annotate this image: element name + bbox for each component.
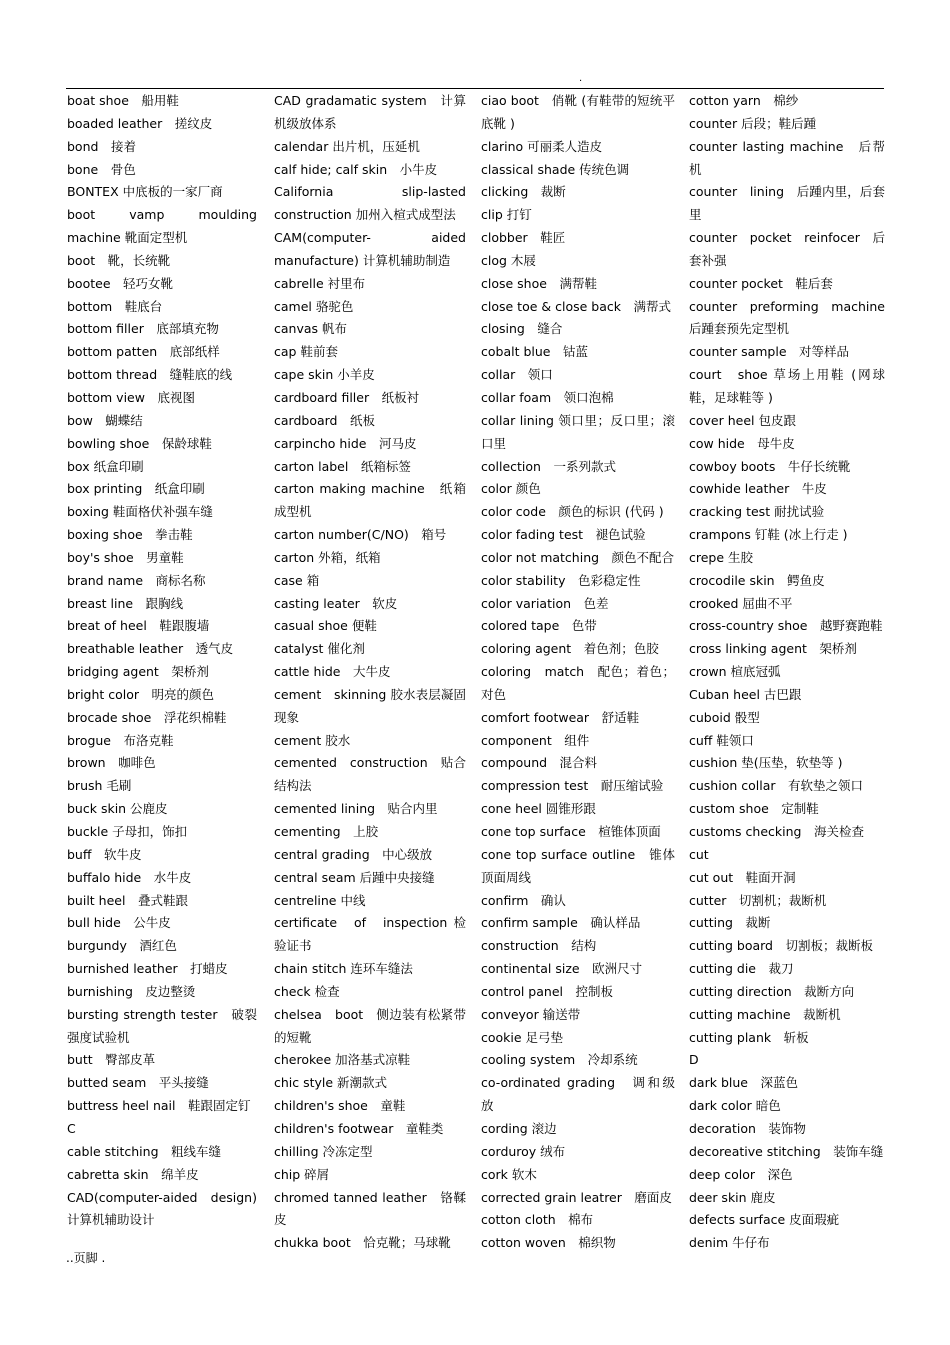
- glossary-entry: cardboard 纸板: [274, 412, 375, 428]
- glossary-entry: cushion collar 有软垫之领口: [689, 778, 864, 794]
- glossary-entry: color code 颜色的标识 (代码 ): [481, 504, 664, 520]
- glossary-entry: bottom filler 底部填充物: [67, 321, 219, 337]
- glossary-entry: custom shoe 定制鞋: [689, 801, 819, 817]
- glossary-entry: court shoe 草场上用鞋 (网球鞋，足球鞋等 ): [689, 367, 885, 405]
- glossary-entry: colored tape 色带: [481, 618, 597, 634]
- glossary-entry: collar foam 领口泡棉: [481, 389, 614, 405]
- glossary-entry: cording 滚边: [481, 1120, 557, 1136]
- glossary-entry: cement 胶水: [274, 732, 351, 748]
- glossary-entry: cape skin 小羊皮: [274, 367, 375, 383]
- glossary-entry: box 纸盒印刷: [67, 458, 144, 474]
- glossary-entry: CAD gradamatic system 计算机级放体系: [274, 93, 466, 131]
- glossary-entry: cowboy boots 牛仔长统靴: [689, 458, 851, 474]
- glossary-entry: clog 木屐: [481, 252, 536, 268]
- glossary-entry: chilling 冷冻定型: [274, 1143, 373, 1159]
- glossary-entry: centreline 中线: [274, 892, 366, 908]
- glossary-entry: bottom 鞋底台: [67, 298, 163, 314]
- glossary-entry: coloring match 配色；着色；对色: [481, 664, 675, 702]
- glossary-entry: control panel 控制板: [481, 983, 613, 999]
- glossary-entry: counter pocket 鞋后套: [689, 275, 833, 291]
- glossary-entry: chelsea boot 侧边装有松紧带的短靴: [274, 1006, 466, 1045]
- glossary-entry: clicking 裁断: [481, 184, 566, 200]
- glossary-entry: deer skin 鹿皮: [689, 1189, 776, 1205]
- glossary-entry: cooling system 冷却系统: [481, 1052, 638, 1068]
- glossary-entry: carton making machine 纸箱成型机: [274, 481, 466, 520]
- glossary-entry: crown 楦底冠弧: [689, 664, 781, 680]
- glossary-entry: cowhide leather 牛皮: [689, 481, 827, 497]
- glossary-entry: brogue 布洛克鞋: [67, 732, 174, 748]
- glossary-entry: cotton woven 棉织物: [481, 1235, 616, 1251]
- glossary-entry: California slip-lasted construction 加州入楦式成型法: [274, 184, 466, 223]
- glossary-entry: cushion 垫(压垫，软垫等 ): [689, 755, 843, 771]
- glossary-entry: confirm sample 确认样品: [481, 915, 641, 931]
- glossary-entry: cookie 足弓垫: [481, 1029, 564, 1045]
- glossary-entry: crooked 屈曲不平: [689, 595, 793, 611]
- glossary-entry: cutting 裁断: [689, 915, 771, 931]
- glossary-entry: cracking test 耐扰试验: [689, 504, 825, 520]
- glossary-entry: children's shoe 童鞋: [274, 1098, 406, 1114]
- glossary-entry: camel 骆驼色: [274, 298, 354, 314]
- glossary-entry: confirm 确认: [481, 892, 566, 908]
- glossary-entry: color stability 色彩稳定性: [481, 572, 641, 588]
- glossary-entry: component 组件: [481, 732, 590, 748]
- glossary-entry: bone 骨色: [67, 161, 136, 177]
- glossary-entry: color not matching 颜色不配合: [481, 549, 675, 565]
- glossary-entry: cabretta skin 绵羊皮: [67, 1166, 199, 1182]
- glossary-entry: closing 缝合: [481, 321, 563, 337]
- glossary-entry: bootee 轻巧女靴: [67, 275, 174, 291]
- glossary-entry: co-ordinated grading 调和级放: [481, 1075, 675, 1114]
- glossary-entry: chic style 新潮款式: [274, 1075, 388, 1091]
- glossary-entry: D: [689, 1052, 699, 1068]
- glossary-entry: collection 一系列款式: [481, 458, 616, 474]
- glossary-entry: boat shoe 船用鞋: [67, 93, 179, 108]
- glossary-entry: boy's shoe 男童鞋: [67, 549, 184, 565]
- glossary-entry: cable stitching 粗线车缝: [67, 1143, 222, 1159]
- glossary-entry: central grading 中心级放: [274, 846, 433, 862]
- glossary-entry: conveyor 输送带: [481, 1006, 581, 1022]
- glossary-entry: carton number(C/NO) 箱号: [274, 527, 447, 543]
- glossary-entry: children's footwear 童鞋类: [274, 1120, 444, 1136]
- glossary-entry: breathable leather 透气皮: [67, 641, 234, 657]
- glossary-entry: clarino 可丽柔人造皮: [481, 138, 603, 154]
- glossary-entry: cow hide 母牛皮: [689, 435, 795, 451]
- glossary-entry: butt 臀部皮革: [67, 1052, 156, 1068]
- glossary-entry: chukka boot 恰克靴；马球靴: [274, 1235, 451, 1251]
- glossary-entry: cone top surface 楦锥体顶面: [481, 824, 661, 839]
- glossary-entry: buttress heel nail 鞋跟固定钉: [67, 1098, 251, 1114]
- glossary-entry: brocade shoe 浮花织棉鞋: [67, 709, 227, 725]
- glossary-entry: close shoe 满帮鞋: [481, 275, 597, 291]
- glossary-entry: counter preforming machine 后踵套预先定型机: [689, 298, 898, 337]
- glossary-entry: close toe & close back 满帮式: [481, 298, 671, 314]
- glossary-entry: crampons 钉鞋 (冰上行走 ): [689, 527, 848, 543]
- glossary-entry: counter pocket reinfocer 后套补强: [689, 230, 885, 268]
- glossary-column-2: [274, 90, 466, 1255]
- glossary-entry: bottom view 底视图: [67, 389, 195, 405]
- glossary-entry: boxing 鞋面格伏补强车缝: [67, 504, 213, 520]
- glossary-entry: cobalt blue 钴蓝: [481, 344, 588, 360]
- glossary-entry: classical shade 传统色调: [481, 161, 630, 177]
- glossary-entry: ciao boot 俏靴 (有鞋带的短统平底靴 ): [481, 93, 675, 131]
- glossary-entry: built heel 叠式鞋跟: [67, 892, 188, 908]
- glossary-entry: cement skinning 胶水表层凝固现象: [274, 686, 466, 725]
- glossary-entry: bursting strength tester 破裂强度试验机: [67, 1006, 257, 1045]
- glossary-entry: dark color 暗色: [689, 1098, 781, 1114]
- glossary-entry: carton 外箱，纸箱: [274, 549, 381, 565]
- glossary-entry: bridging agent 架桥剂: [67, 664, 209, 680]
- glossary-entry: boot vamp moulding machine 靴面定型机: [67, 207, 270, 246]
- glossary-entry: cementing 上胶: [274, 824, 379, 839]
- glossary-entry: cemented lining 贴合内里: [274, 801, 438, 817]
- glossary-entry: construction 结构: [481, 938, 597, 954]
- glossary-entry: calf hide; calf skin 小牛皮: [274, 161, 438, 177]
- page-footer: ..页脚 .: [66, 1251, 106, 1265]
- glossary-entry: clip 打钉: [481, 207, 532, 223]
- glossary-entry: comfort footwear 舒适鞋: [481, 709, 640, 725]
- glossary-entry: cutting direction 裁断方向: [689, 983, 855, 999]
- glossary-entry: CAM(computer- aided manufacture) 计算机辅助制造: [274, 230, 466, 268]
- glossary-entry: carpincho hide 河马皮: [274, 435, 417, 451]
- glossary-entry: breast line 跟胸线: [67, 595, 184, 611]
- glossary-entry: butted seam 平头接缝: [67, 1075, 209, 1091]
- glossary-entry: cone heel 圆锥形跟: [481, 801, 596, 817]
- glossary-entry: bright color 明亮的颜色: [67, 686, 215, 702]
- glossary-entry: casting leater 软皮: [274, 595, 398, 611]
- glossary-entry: BONTEX 中底板的一家厂商: [67, 184, 223, 200]
- glossary-entry: canvas 帆布: [274, 321, 347, 337]
- glossary-entry: crocodile skin 鳄鱼皮: [689, 572, 825, 588]
- glossary-entry: bond 接着: [67, 138, 136, 154]
- glossary-entry: denim 牛仔布: [689, 1235, 770, 1251]
- glossary-entry: CAD(computer-aided design) 计算机辅助设计: [67, 1189, 257, 1228]
- glossary-entry: counter lasting machine 后帮机: [689, 138, 885, 177]
- glossary-entry: cross-country shoe 越野赛跑鞋: [689, 618, 883, 634]
- glossary-entry: calendar 出片机，压延机: [274, 138, 420, 154]
- glossary-entry: bottom patten 底部纸样: [67, 344, 220, 360]
- glossary-entry: bull hide 公牛皮: [67, 915, 171, 931]
- glossary-entry: cover heel 包皮跟: [689, 412, 796, 428]
- glossary-entry: color 颜色: [481, 481, 541, 497]
- glossary-entry: brand name 商标名称: [67, 572, 206, 588]
- glossary-entry: bottom thread 缝鞋底的线: [67, 367, 233, 383]
- glossary-entry: cuboid 骰型: [689, 709, 760, 725]
- glossary-entry: buffalo hide 水牛皮: [67, 869, 192, 885]
- glossary-entry: cross linking agent 架桥剂: [689, 641, 857, 657]
- glossary-entry: cap 鞋前套: [274, 344, 338, 360]
- glossary-entry: coloring agent 着色剂；色胶: [481, 641, 659, 657]
- glossary-entry: cutting die 裁刀: [689, 961, 794, 977]
- glossary-entry: defects surface 皮面瑕疵: [689, 1212, 840, 1228]
- glossary-entry: boaded leather 搓纹皮: [67, 115, 213, 131]
- glossary-entry: color variation 色差: [481, 595, 609, 611]
- glossary-entry: cutter 切割机；裁断机: [689, 892, 827, 908]
- glossary-entry: Cuban heel 古巴跟: [689, 686, 802, 702]
- glossary-entry: clobber 鞋匠: [481, 230, 566, 246]
- glossary-entry: cotton yarn 棉纱: [689, 93, 799, 108]
- glossary-entry: boot 靴，长统靴: [67, 252, 171, 268]
- glossary-entry: buckle 子母扣，饰扣: [67, 824, 188, 839]
- glossary-entry: collar lining 领口里；反口里；滚口里: [481, 412, 675, 451]
- glossary-entry: cuff 鞋领口: [689, 732, 754, 748]
- glossary-entry: cardboard filler 纸板衬: [274, 389, 420, 405]
- glossary-entry: burnished leather 打蜡皮: [67, 961, 228, 977]
- glossary-entry: counter sample 对等样品: [689, 344, 850, 360]
- glossary-entry: corduroy 绒布: [481, 1143, 566, 1159]
- glossary-entry: cherokee 加洛基式凉鞋: [274, 1052, 411, 1068]
- glossary-entry: casual shoe 便鞋: [274, 618, 377, 634]
- glossary-entry: continental size 欧洲尺寸: [481, 961, 643, 977]
- glossary-entry: cemented construction 贴合结构法: [274, 755, 466, 794]
- glossary-entry: decoration 装饰物: [689, 1120, 806, 1136]
- glossary-entry: color fading test 褪色试验: [481, 527, 646, 543]
- glossary-entry: catalyst 催化剂: [274, 641, 365, 657]
- glossary-entry: case 箱: [274, 572, 320, 588]
- header-rule: [66, 88, 884, 89]
- glossary-entry: box printing 纸盒印刷: [67, 481, 205, 497]
- glossary-entry: cutting board 切割板；裁断板: [689, 938, 873, 954]
- glossary-entry: bow 蝴蝶结: [67, 412, 143, 428]
- glossary-entry: chip 碎屑: [274, 1166, 330, 1182]
- glossary-entry: cone top surface outline 锥体顶面周线: [481, 846, 675, 885]
- glossary-entry: boxing shoe 拳击鞋: [67, 527, 193, 543]
- glossary-entry: counter lining 后踵内里，后套里: [689, 184, 885, 223]
- glossary-entry: carton label 纸箱标签: [274, 458, 411, 474]
- glossary-entry: brush 毛刷: [67, 778, 132, 794]
- glossary-entry: burgundy 酒红色: [67, 938, 177, 954]
- glossary-entry: breat of heel 鞋跟腹墙: [67, 618, 210, 634]
- glossary-column-3: [481, 90, 675, 1255]
- glossary-entry: cut out 鞋面开洞: [689, 869, 796, 885]
- glossary-entry: brown 咖啡色: [67, 755, 156, 771]
- glossary-entry: collar 领口: [481, 367, 553, 383]
- glossary-entry: chromed tanned leather 铬鞣皮: [274, 1189, 466, 1228]
- glossary-entry: customs checking 海关检查: [689, 824, 864, 839]
- glossary-entry: cabrelle 衬里布: [274, 275, 366, 291]
- glossary-column-4: [689, 90, 898, 1255]
- glossary-entry: cork 软木: [481, 1166, 537, 1182]
- glossary-entry: counter 后段；鞋后踵: [689, 115, 817, 131]
- glossary-entry: cutting machine 裁断机: [689, 1006, 841, 1022]
- glossary-entry: cut: [689, 846, 709, 862]
- glossary-entry: C: [67, 1120, 76, 1136]
- glossary-entry: corrected grain leatrer 磨面皮: [481, 1189, 672, 1205]
- glossary-entry: dark blue 深蓝色: [689, 1075, 798, 1091]
- glossary-entry: central seam 后踵中央接缝: [274, 869, 435, 885]
- glossary-entry: cutting plank 斩板: [689, 1029, 809, 1045]
- glossary-entry: decoreative stitching 装饰车缝: [689, 1143, 884, 1159]
- glossary-entry: crepe 生胶: [689, 549, 754, 565]
- glossary-entry: chain stitch 连环车缝法: [274, 961, 413, 977]
- glossary-entry: deep color 深色: [689, 1166, 793, 1182]
- glossary-entry: burnishing 皮边整烫: [67, 983, 196, 999]
- glossary-entry: compression test 耐压缩试验: [481, 778, 664, 794]
- header-mark: .: [579, 73, 583, 84]
- glossary-entry: buff 软牛皮: [67, 846, 142, 862]
- glossary-entry: cattle hide 大牛皮: [274, 664, 391, 680]
- glossary-entry: check 检查: [274, 983, 340, 999]
- glossary-entry: certificate of inspection 检验证书: [274, 915, 466, 954]
- glossary-entry: bowling shoe 保龄球鞋: [67, 435, 212, 451]
- glossary-column-1: [67, 90, 270, 1232]
- glossary-entry: compound 混合料: [481, 755, 598, 771]
- glossary-entry: cotton cloth 棉布: [481, 1212, 594, 1228]
- glossary-entry: buck skin 公鹿皮: [67, 801, 168, 817]
